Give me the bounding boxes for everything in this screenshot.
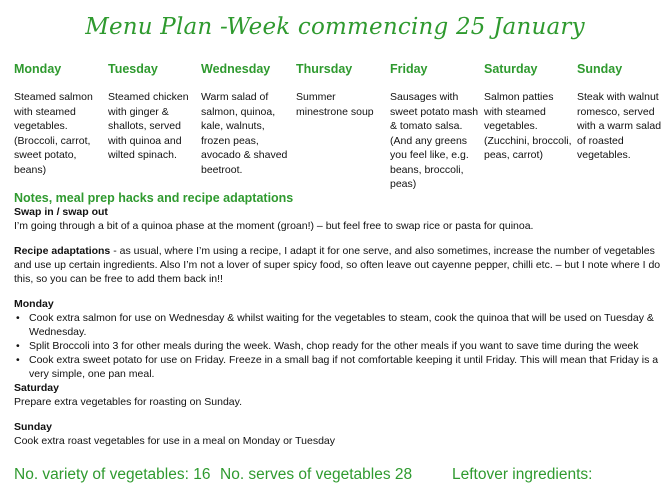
day-meal: Warm salad of salmon, quinoa, kale, walnuts, frozen peas, avocado & shaved beetroot. bbox=[201, 91, 288, 176]
day-meal: Summer minestrone soup bbox=[296, 91, 374, 118]
sunday-prep-heading: Sunday bbox=[14, 421, 52, 433]
day-sunday bbox=[577, 62, 669, 163]
recipe-heading: Recipe adaptations bbox=[14, 245, 111, 257]
sunday-prep-text: Cook extra roast vegetables for use in a meal on Monday or Tuesday bbox=[14, 435, 336, 447]
notes-heading: Notes, meal prep hacks and recipe adaptations bbox=[14, 191, 294, 205]
notes-section bbox=[14, 191, 662, 448]
day-thursday bbox=[296, 62, 386, 119]
saturday-prep-heading: Saturday bbox=[14, 382, 59, 394]
leftover-ingredients: Leftover ingredients: bbox=[452, 466, 593, 483]
serves-count: No. serves of vegetables 28 bbox=[220, 466, 413, 483]
variety-count: No. variety of vegetables: 16 bbox=[14, 466, 211, 483]
day-name: Tuesday bbox=[108, 62, 158, 76]
day-wednesday bbox=[201, 62, 293, 177]
day-name: Thursday bbox=[296, 62, 353, 76]
swap-text: I’m going through a bit of a quinoa phase at the moment (groan!) – but feel free to swap rice or pasta for quinoa. bbox=[14, 220, 534, 232]
day-monday bbox=[14, 62, 108, 177]
day-name: Monday bbox=[14, 62, 62, 76]
day-name: Sunday bbox=[577, 62, 623, 76]
day-tuesday bbox=[108, 62, 196, 163]
day-meal: Steamed chicken with ginger & shallots, served with quinoa and wilted spinach. bbox=[108, 91, 189, 161]
day-meal: Steamed salmon with steamed vegetables. (Broccoli, carrot, sweet potato, beans) bbox=[14, 91, 93, 176]
day-name: Saturday bbox=[484, 62, 538, 76]
day-friday bbox=[390, 62, 482, 192]
list-item: • Cook extra salmon for use on Wednesday & whilst waiting for the vegetables to steam, cook the quinoa that will be used on Tuesday & Wednesday. bbox=[29, 311, 662, 339]
recipe-text: - as usual, where I’m using a recipe, I adapt it for one serve, and also sometimes, increase the number of vegetables and use up certain ingredients. Also I’m not a lover of super spicy food, so often leave out cayenne pepper, chilli etc. – but I note where I do this, so you can be free to add them back in!! bbox=[14, 245, 661, 285]
swap-heading: Swap in / swap out bbox=[14, 206, 108, 218]
list-item: • Cook extra sweet potato for use on Friday. Freeze in a small bag if not comfortable keeping it until Friday. This will mean that Friday is a very simple, one pan meal. bbox=[29, 353, 662, 381]
saturday-prep-text: Prepare extra vegetables for roasting on Sunday. bbox=[14, 396, 243, 408]
monday-prep-heading: Monday bbox=[14, 298, 54, 310]
page-title: Menu Plan -Week commencing 25 January bbox=[85, 14, 585, 40]
day-name: Wednesday bbox=[201, 62, 271, 76]
list-item: • Split Broccoli into 3 for other meals during the week. Wash, chop ready for the other meals if you want to save time during the week bbox=[29, 339, 662, 353]
day-meal: Steak with walnut romesco, served with a warm salad of roasted vegetables. bbox=[577, 91, 662, 161]
recipe-adaptations bbox=[14, 244, 662, 286]
monday-prep-list bbox=[14, 311, 662, 381]
day-saturday bbox=[484, 62, 572, 163]
day-meal: Salmon patties with steamed vegetables. (Zucchini, broccoli, peas, carrot) bbox=[484, 91, 572, 161]
week-menu bbox=[14, 62, 664, 190]
day-meal: Sausages with sweet potato mash & tomato salsa. (And any greens you feel like, e.g. beans, broccoli, peas) bbox=[390, 91, 479, 190]
day-name: Friday bbox=[390, 62, 428, 76]
